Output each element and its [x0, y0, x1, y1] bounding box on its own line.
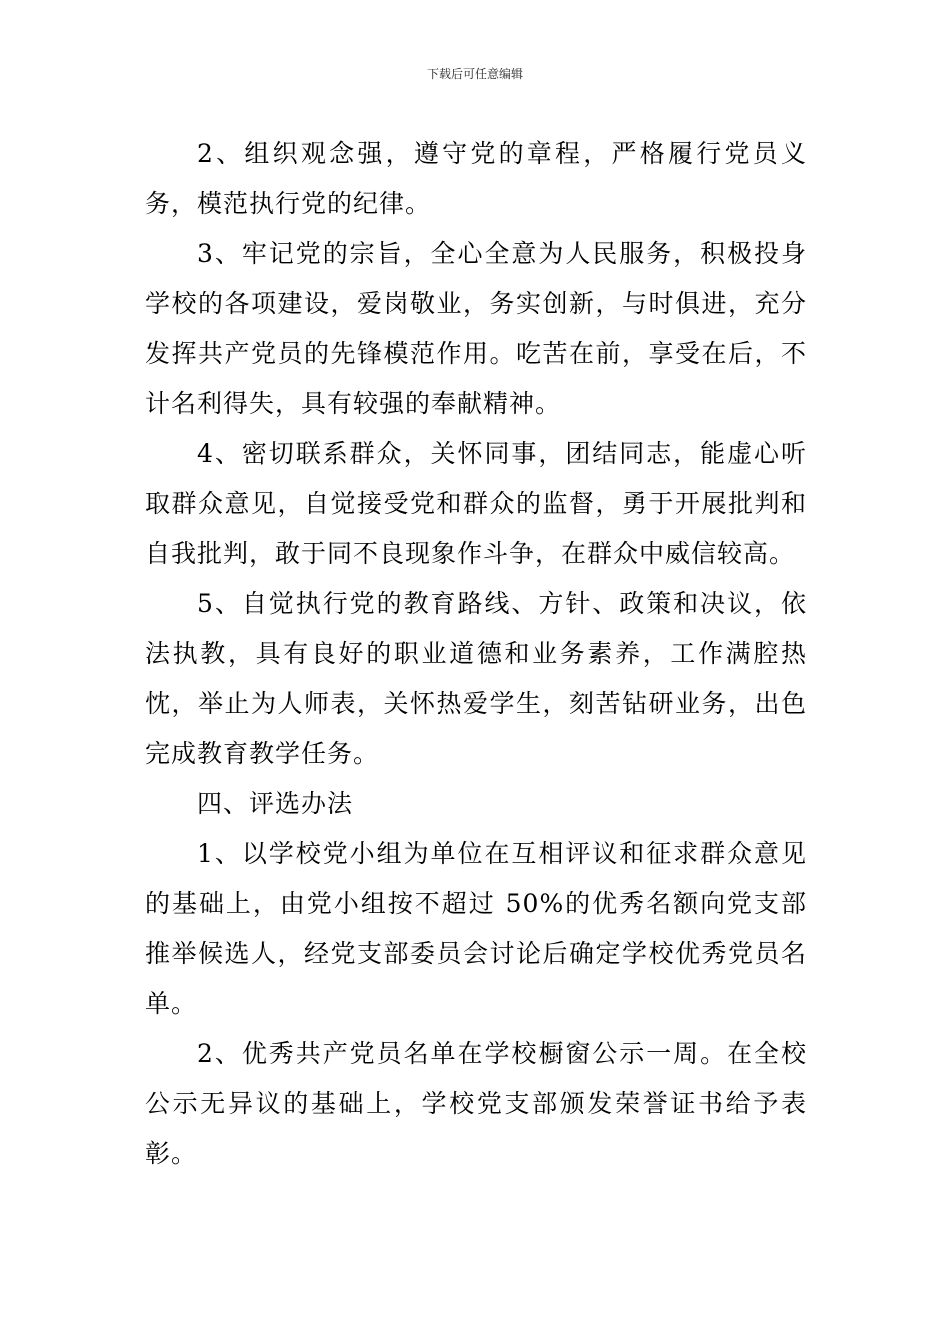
section-heading-selection-method: 四、评选办法 [197, 789, 354, 818]
paragraph-requirement-4: 4、密切联系群众，关怀同事，团结同志，能虚心听取群众意见，自觉接受党和群众的监督，勇于开展批判和自我批判，敢于同不良现象作斗争，在群众中威信较高。 [145, 439, 807, 568]
paragraph-method-1: 1、以学校党小组为单位在互相评议和征求群众意见的基础上，由党小组按不超过 50%的优秀名额向党支部推举候选人，经党支部委员会讨论后确定学校优秀党员名单。 [145, 839, 807, 1018]
paragraph-method-2: 2、优秀共产党员名单在学校橱窗公示一周。在全校公示无异议的基础上，学校党支部颁发荣誉证书给予表彰。 [145, 1039, 807, 1168]
paragraph-requirement-3: 3、牢记党的宗旨，全心全意为人民服务，积极投身学校的各项建设，爱岗敬业，务实创新，与时俱进，充分发挥共产党员的先锋模范作用。吃苦在前，享受在后，不计名利得失，具有较强的奉献精神。 [145, 239, 807, 418]
paragraph-requirement-5: 5、自觉执行党的教育路线、方针、政策和决议，依法执教，具有良好的职业道德和业务素养，工作满腔热忱，举止为人师表，关怀热爱学生，刻苦钻研业务，出色完成教育教学任务。 [145, 589, 807, 768]
paragraph-requirement-2: 2、组织观念强，遵守党的章程，严格履行党员义务，模范执行党的纪律。 [145, 139, 807, 218]
document-body [145, 129, 807, 1179]
page-header-note: 下载后可任意编辑 [426, 67, 523, 81]
